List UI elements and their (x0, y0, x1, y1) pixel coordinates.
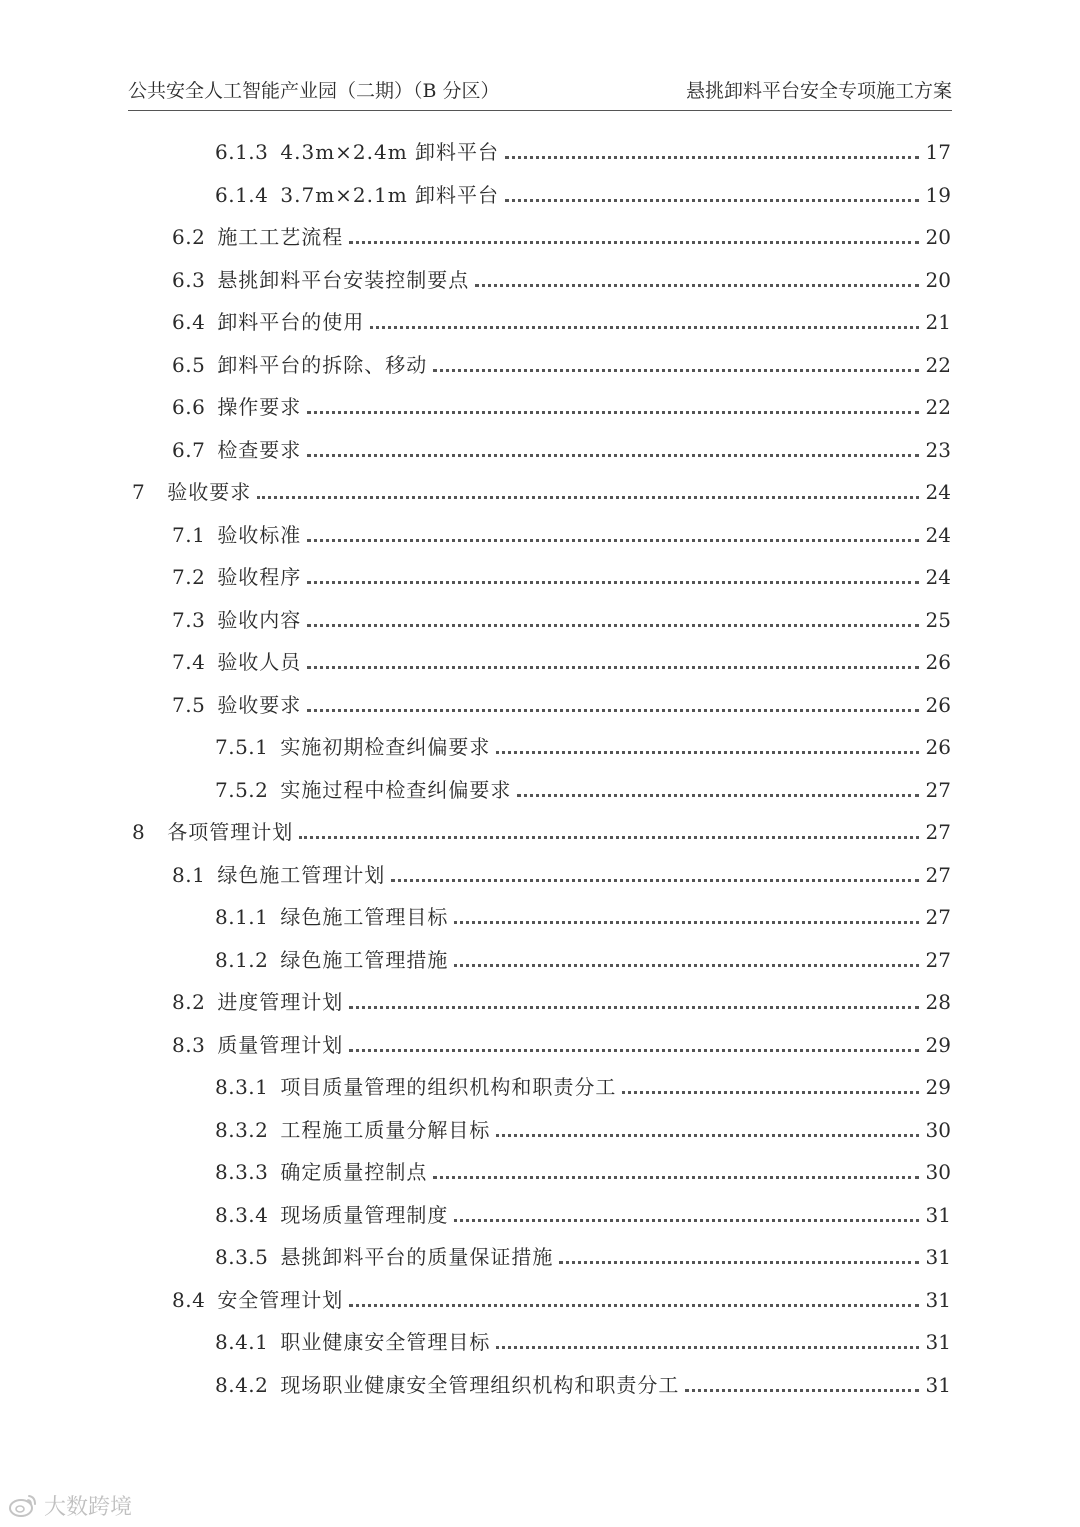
toc-dot-leader (299, 836, 919, 839)
toc-entry-page: 22 (925, 395, 951, 419)
toc-entry-number: 7.1 (172, 523, 206, 547)
toc-entry-title: 现场职业健康安全管理组织机构和职责分工 (280, 1373, 680, 1397)
toc-entry-page: 26 (925, 693, 951, 717)
toc-entry[interactable] (215, 135, 951, 165)
toc-entry-number: 7.4 (172, 650, 206, 674)
toc-entry-page: 20 (925, 268, 951, 292)
toc-entry-number: 8 (132, 820, 146, 844)
toc-dot-leader (349, 241, 919, 244)
toc-entry[interactable] (172, 348, 951, 378)
toc-entry-title: 3.7m×2.1m 卸料平台 (280, 183, 500, 207)
toc-entry-page: 27 (925, 905, 951, 929)
toc-dot-leader (622, 1091, 919, 1094)
toc-entry-page: 24 (925, 523, 951, 547)
toc-dot-leader (307, 624, 919, 627)
header-document-title: 悬挑卸料平台安全专项施工方案 (685, 80, 952, 102)
toc-dot-leader (391, 879, 919, 882)
toc-entry-number: 7.5.1 (215, 735, 269, 759)
toc-entry[interactable] (215, 1070, 951, 1100)
toc-entry[interactable] (132, 475, 951, 505)
toc-entry-number: 8.3.2 (215, 1118, 269, 1142)
toc-entry-title: 验收程序 (217, 565, 302, 589)
toc-entry-title: 4.3m×2.4m 卸料平台 (280, 140, 500, 164)
toc-entry-page: 31 (925, 1373, 951, 1397)
toc-entry-title: 绿色施工管理计划 (217, 863, 386, 887)
toc-entry-number: 8.1.1 (215, 905, 269, 929)
toc-entry-page: 31 (925, 1245, 951, 1269)
toc-entry[interactable] (215, 1113, 951, 1143)
toc-entry-title: 工程施工质量分解目标 (280, 1118, 491, 1142)
toc-entry-number: 8.3 (172, 1033, 206, 1057)
toc-entry-number: 7.5.2 (215, 778, 269, 802)
toc-entry[interactable] (172, 263, 951, 293)
toc-dot-leader (307, 666, 919, 669)
toc-entry[interactable] (172, 1028, 951, 1058)
toc-entry-page: 25 (925, 608, 951, 632)
toc-entry-page: 24 (925, 565, 951, 589)
toc-entry-title: 悬挑卸料平台安装控制要点 (217, 268, 470, 292)
toc-entry[interactable] (215, 1240, 951, 1270)
toc-entry-number: 6.6 (172, 395, 206, 419)
toc-entry[interactable] (215, 773, 951, 803)
toc-entry-number: 6.4 (172, 310, 206, 334)
toc-entry[interactable] (132, 815, 951, 845)
toc-entry-title: 验收内容 (217, 608, 302, 632)
header-project-name: 公共安全人工智能产业园（二期）（B 分区） (128, 80, 500, 102)
toc-entry-number: 8.3.1 (215, 1075, 269, 1099)
toc-entry-page: 20 (925, 225, 951, 249)
toc-entry-page: 26 (925, 650, 951, 674)
toc-dot-leader (496, 1346, 919, 1349)
toc-entry-title: 绿色施工管理目标 (280, 905, 449, 929)
toc-entry[interactable] (172, 220, 951, 250)
toc-entry[interactable] (172, 603, 951, 633)
toc-entry-number: 7 (132, 480, 146, 504)
toc-entry-number: 6.2 (172, 225, 206, 249)
toc-entry-page: 27 (925, 863, 951, 887)
toc-dot-leader (349, 1304, 919, 1307)
toc-entry-title: 实施过程中检查纠偏要求 (280, 778, 512, 802)
weibo-logo-icon (8, 1492, 38, 1518)
toc-entry-page: 29 (925, 1033, 951, 1057)
toc-entry-number: 6.1.4 (215, 183, 269, 207)
toc-entry-title: 绿色施工管理措施 (280, 948, 449, 972)
toc-entry[interactable] (215, 900, 951, 930)
toc-dot-leader (433, 1176, 919, 1179)
toc-entry-number: 8.3.3 (215, 1160, 269, 1184)
toc-entry[interactable] (172, 688, 951, 718)
toc-entry-page: 30 (925, 1118, 951, 1142)
toc-dot-leader (454, 1219, 919, 1222)
toc-entry-title: 检查要求 (217, 438, 302, 462)
toc-entry-title: 验收人员 (217, 650, 302, 674)
toc-dot-leader (433, 369, 919, 372)
toc-entry-title: 卸料平台的使用 (217, 310, 365, 334)
toc-entry-title: 卸料平台的拆除、移动 (217, 353, 428, 377)
toc-entry-title: 质量管理计划 (217, 1033, 344, 1057)
toc-dot-leader (257, 496, 919, 499)
toc-entry-page: 23 (925, 438, 951, 462)
toc-entry-number: 6.3 (172, 268, 206, 292)
toc-entry-number: 7.2 (172, 565, 206, 589)
toc-entry[interactable] (215, 730, 951, 760)
toc-entry-number: 8.2 (172, 990, 206, 1014)
toc-entry[interactable] (215, 178, 951, 208)
toc-entry-number: 8.3.4 (215, 1203, 269, 1227)
toc-entry-page: 28 (925, 990, 951, 1014)
toc-entry-number: 8.1.2 (215, 948, 269, 972)
toc-dot-leader (685, 1389, 919, 1392)
toc-entry[interactable] (215, 1155, 951, 1185)
toc-entry[interactable] (172, 390, 951, 420)
toc-entry[interactable] (215, 1198, 951, 1228)
toc-entry[interactable] (172, 560, 951, 590)
toc-entry-page: 19 (925, 183, 951, 207)
toc-dot-leader (370, 326, 919, 329)
toc-entry-title: 确定质量控制点 (280, 1160, 428, 1184)
toc-entry[interactable] (172, 518, 951, 548)
toc-entry-title: 安全管理计划 (217, 1288, 344, 1312)
toc-dot-leader (559, 1261, 919, 1264)
toc-entry[interactable] (215, 1325, 951, 1355)
page-header (128, 76, 952, 106)
toc-dot-leader (475, 284, 919, 287)
toc-entry[interactable] (172, 433, 951, 463)
toc-entry-title: 验收标准 (217, 523, 302, 547)
watermark (8, 1490, 132, 1520)
toc-entry-title: 项目质量管理的组织机构和职责分工 (280, 1075, 617, 1099)
toc-entry-page: 27 (925, 948, 951, 972)
toc-entry-title: 实施初期检查纠偏要求 (280, 735, 491, 759)
toc-entry-page: 31 (925, 1330, 951, 1354)
toc-entry[interactable] (215, 943, 951, 973)
toc-entry-page: 31 (925, 1288, 951, 1312)
toc-dot-leader (307, 454, 919, 457)
toc-entry-title: 操作要求 (217, 395, 302, 419)
toc-dot-leader (496, 751, 919, 754)
toc-entry-number: 6.7 (172, 438, 206, 462)
toc-entry-page: 29 (925, 1075, 951, 1099)
toc-dot-leader (505, 199, 919, 202)
toc-dot-leader (307, 411, 919, 414)
toc-entry-page: 26 (925, 735, 951, 759)
toc-entry-number: 8.3.5 (215, 1245, 269, 1269)
watermark-text: 大数跨境 (44, 1494, 133, 1520)
toc-dot-leader (454, 921, 919, 924)
toc-entry-number: 7.3 (172, 608, 206, 632)
toc-dot-leader (349, 1006, 919, 1009)
toc-entry[interactable] (172, 305, 951, 335)
toc-entry-title: 验收要求 (217, 693, 302, 717)
toc-dot-leader (496, 1134, 919, 1137)
toc-dot-leader (307, 581, 919, 584)
toc-entry-page: 31 (925, 1203, 951, 1227)
toc-entry[interactable] (172, 645, 951, 675)
toc-entry-page: 21 (925, 310, 951, 334)
toc-entry-number: 8.1 (172, 863, 206, 887)
header-divider (128, 110, 952, 111)
toc-entry-title: 进度管理计划 (217, 990, 344, 1014)
toc-dot-leader (517, 794, 919, 797)
toc-dot-leader (349, 1049, 919, 1052)
toc-dot-leader (505, 156, 919, 159)
toc-dot-leader (454, 964, 919, 967)
toc-entry-number: 8.4.2 (215, 1373, 269, 1397)
toc-entry-number: 6.1.3 (215, 140, 269, 164)
toc-entry-page: 27 (925, 820, 951, 844)
toc-entry-number: 6.5 (172, 353, 206, 377)
toc-entry-page: 30 (925, 1160, 951, 1184)
toc-entry[interactable] (172, 985, 951, 1015)
toc-entry[interactable] (172, 1283, 951, 1313)
toc-dot-leader (307, 539, 919, 542)
toc-entry-page: 22 (925, 353, 951, 377)
toc-entry-title: 现场质量管理制度 (280, 1203, 449, 1227)
toc-entry-page: 24 (925, 480, 951, 504)
toc-entry-page: 17 (925, 140, 951, 164)
toc-entry-title: 施工工艺流程 (217, 225, 344, 249)
toc-entry-title: 悬挑卸料平台的质量保证措施 (280, 1245, 554, 1269)
toc-dot-leader (307, 709, 919, 712)
toc-entry-page: 27 (925, 778, 951, 802)
toc-entry-number: 7.5 (172, 693, 206, 717)
toc-entry-title: 各项管理计划 (167, 820, 294, 844)
toc-entry-title: 验收要求 (167, 480, 252, 504)
toc-entry-number: 8.4 (172, 1288, 206, 1312)
toc-entry-title: 职业健康安全管理目标 (280, 1330, 491, 1354)
toc-entry[interactable] (172, 858, 951, 888)
toc-entry[interactable] (215, 1368, 951, 1398)
toc-entry-number: 8.4.1 (215, 1330, 269, 1354)
